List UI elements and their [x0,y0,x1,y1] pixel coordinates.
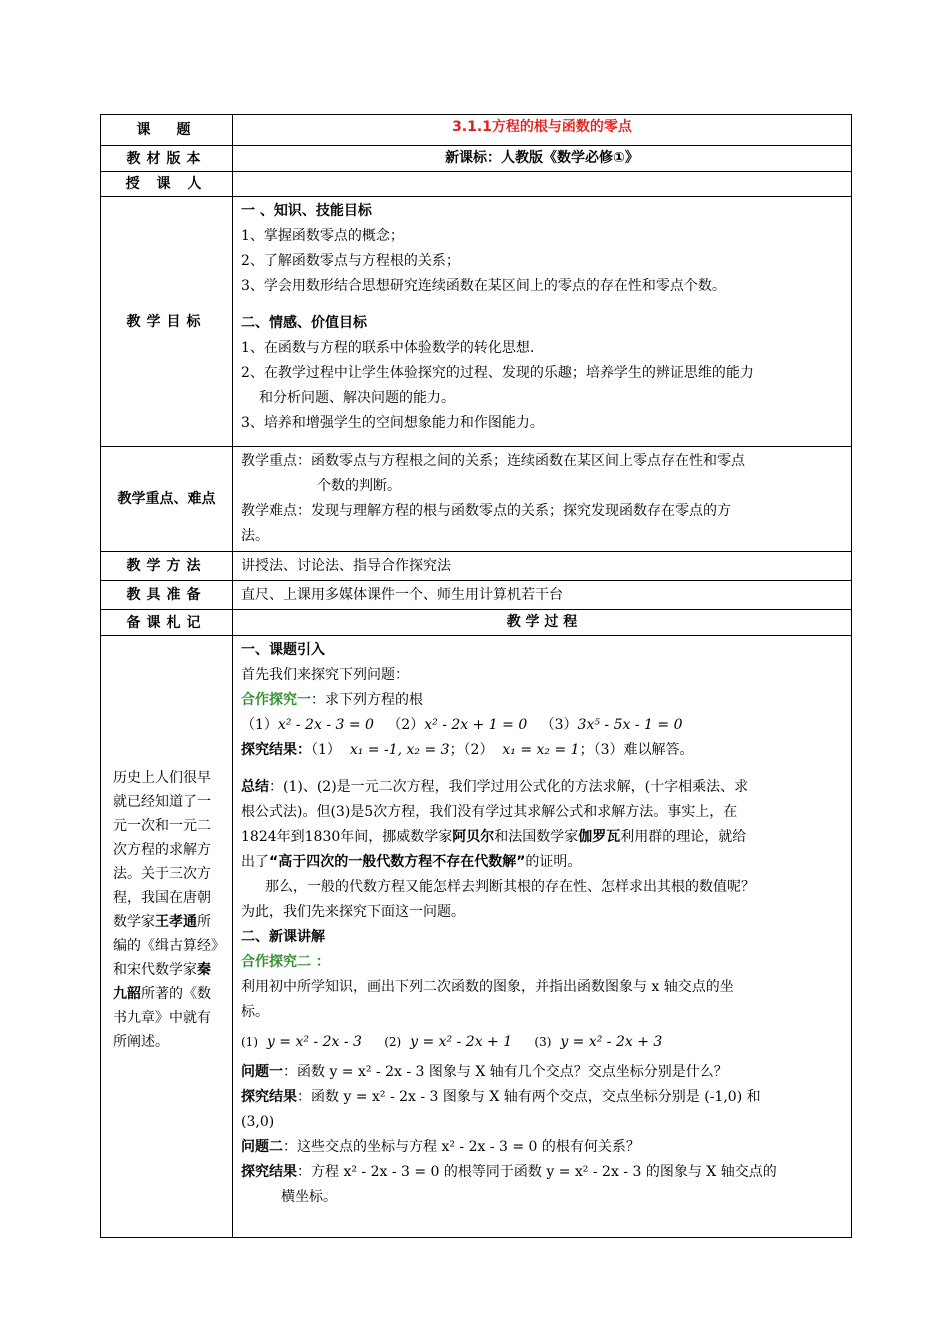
knowledge-item: 1、掌握函数零点的概念； [241,228,404,244]
topic-label: 课 题 [101,115,233,146]
process-heading: 教 学 过 程 [233,610,852,636]
objectives-row [101,197,852,447]
section-title: 二、新课讲解 [241,929,325,945]
equation: 3x⁵ - 5x - 1 = 0 [577,717,683,733]
knowledge-item: 2、了解函数零点与方程根的关系； [241,253,460,269]
root-result: x₁ = -1, x₂ = 3 [349,742,450,758]
mathematician-name: 王孝通 [155,914,197,930]
section-title: 一、课题引入 [241,642,325,658]
method-value: 讲授法、讨论法、指导合作探究法 [233,552,852,581]
notes-label: 备课札记 [101,610,233,636]
function: y = x² - 2x + 1 [410,1034,513,1050]
tools-value: 直尺、上课用多媒体课件一个、师生用计算机若干台 [233,581,852,610]
focus-key-cont: 个数的判断。 [317,478,401,494]
values-item: 2、在教学过程中让学生体验探究的过程、发现的乐趣；培养学生的辨证思维的能力 [241,365,754,381]
tools-row [101,581,852,610]
question-one: 问题一：函数 y = x² - 2x - 3 图象与 X 轴有几个交点？交点坐标分别是什么？ [241,1064,728,1080]
summary-line: 1824年到1830年间，挪威数学家阿贝尔和法国数学家伽罗瓦利用群的理论，就给 [241,829,747,845]
objectives-content [233,197,852,447]
process-content [233,636,852,1238]
knowledge-heading: 一 、知识、技能目标 [241,203,372,219]
objectives-label: 教学目标 [101,197,233,447]
results-line: 探究结果：（1） x₁ = -1, x₂ = 3；（2） x₁ = x₂ = 1；（3）难以解答。 [241,742,694,758]
summary-line: 总结：(1)、(2)是一元二次方程，我们学过用公式化的方法求解，(十字相乘法、求 [241,779,749,795]
paragraph: 利用初中所学知识，画出下列二次函数的图象，并指出函数图象与 x 轴交点的坐 [241,979,734,995]
values-item: 1、在函数与方程的联系中体验数学的转化思想. [241,340,535,356]
root-result: x₁ = x₂ = 1 [502,742,580,758]
method-row [101,552,852,581]
paragraph: 首先我们来探究下列问题： [241,667,409,683]
focus-row [101,447,852,552]
notes-row [101,610,852,636]
values-item-cont: 和分析问题、解决问题的能力。 [259,390,455,406]
function-list: (1) y = x² - 2x - 3 (2) y = x² - 2x + 1 (3) y = x² - 2x + 3 [241,1034,663,1050]
coop-one: 合作探究一：求下列方程的根 [241,692,423,708]
focus-difficulty: 教学难点：发现与理解方程的根与函数零点的关系；探究发现函数存在零点的方 [241,503,731,519]
answer-one-cont: (3,0) [241,1114,275,1130]
teacher-row [101,172,852,197]
answer-two: 探究结果：方程 x² - 2x - 3 = 0 的根等同于函数 y = x² - 2x - 3 的图象与 X 轴交点的 [241,1164,777,1180]
question-two: 问题二：这些交点的坐标与方程 x² - 2x - 3 = 0 的根有何关系？ [241,1139,640,1155]
summary-line: 根公式法)。但(3)是5次方程，我们没有学过其求解公式和求解方法。事实上，在 [241,804,738,820]
paragraph: 那么，一般的代数方程又能怎样去判断其根的存在性、怎样求出其根的数值呢？ [265,879,755,895]
equation: x² - 2x + 1 = 0 [424,717,528,733]
values-heading: 二、情感、价值目标 [241,315,367,331]
paragraph: 为此，我们先来探究下面这一问题。 [241,904,465,920]
topic-row [101,115,852,146]
coop-two-label: 合作探究二 ： [241,954,330,970]
edition-value: 新课标：人教版《数学必修①》 [233,146,852,172]
function: y = x² - 2x + 3 [560,1034,663,1050]
focus-label: 教学重点、难点 [101,447,233,552]
paragraph: 标。 [241,1004,269,1020]
lesson-plan-table [100,114,852,1238]
topic-title: 3.1.1方程的根与函数的零点 [233,115,852,146]
tools-label: 教具准备 [101,581,233,610]
knowledge-item: 3、学会用数形结合思想研究连续函数在某区间上的零点的存在性和零点个数。 [241,278,726,294]
focus-key: 教学重点：函数零点与方程根之间的关系；连续函数在某区间上零点存在性和零点 [241,453,745,469]
method-label: 教学方法 [101,552,233,581]
summary-line: 出了“高于四次的一般代数方程不存在代数解”的证明。 [241,854,582,870]
equation: x² - 2x - 3 = 0 [277,717,374,733]
focus-difficulty-cont: 法。 [241,528,269,544]
edition-row [101,146,852,172]
edition-label: 教材版本 [101,146,233,172]
teacher-value [233,172,852,197]
process-row [101,636,852,1238]
spacer [241,299,843,311]
function: y = x² - 2x - 3 [266,1034,362,1050]
equation-list: （1）x² - 2x - 3 = 0 （2）x² - 2x + 1 = 0 （3）3x⁵ - 5x - 1 = 0 [241,717,683,733]
focus-content [233,447,852,552]
answer-two-cont: 横坐标。 [281,1189,337,1205]
teacher-label: 授 课 人 [101,172,233,197]
answer-one: 探究结果：函数 y = x² - 2x - 3 图象与 X 轴有两个交点，交点坐标分别是 (-1,0) 和 [241,1089,761,1105]
side-note: 历史上人们很早就已经知道了一元一次和一元二次方程的求解方法。关于三次方程，我国在唐朝数学家王孝通所编的《缉古算经》和宋代数学家秦九韶所著的《数书九章》中就有所阐述。 [101,636,233,1238]
mathematician-name: 秦九韶 [113,962,211,1002]
values-item: 3、培养和增强学生的空间想象能力和作图能力。 [241,415,544,431]
spacer [241,763,843,775]
